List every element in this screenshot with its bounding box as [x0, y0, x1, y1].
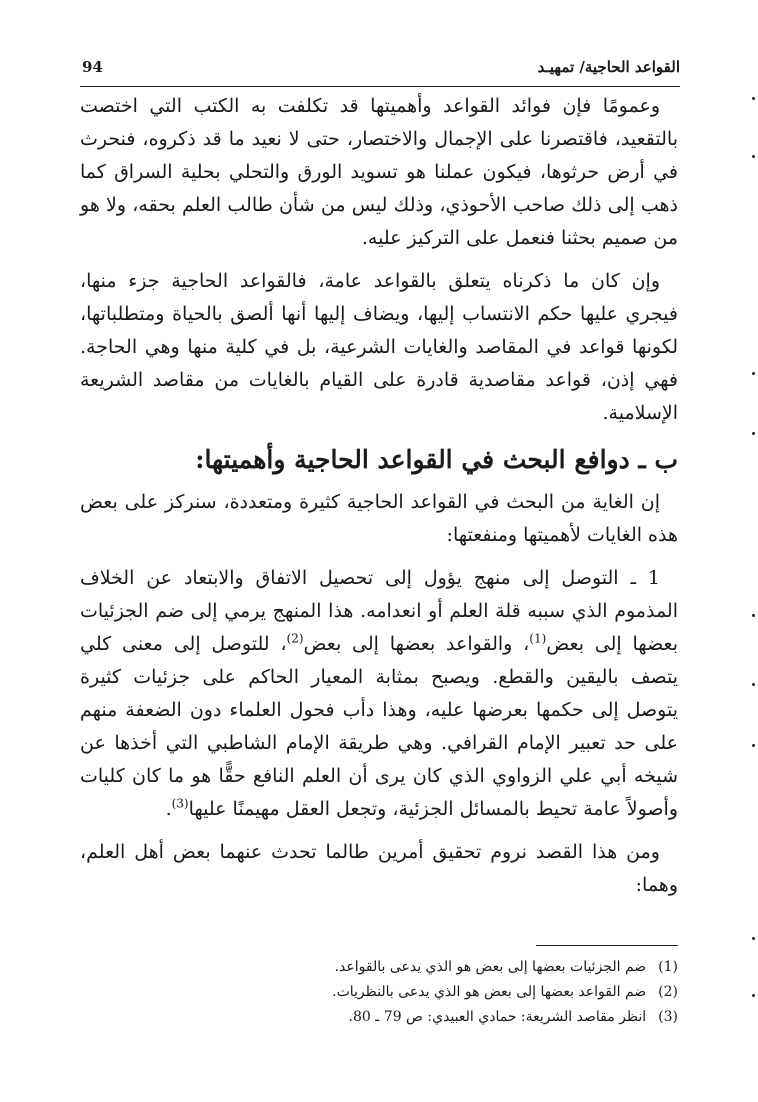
margin-dot	[752, 994, 755, 997]
header-rule	[80, 86, 680, 87]
footnote-2	[80, 980, 678, 1005]
paragraph-1: وعمومًا فإن فوائد القواعد وأهميتها قد تكلفت به الكتب التي اختصت بالتقعيد، فاقتصرنا على الإجمال والاختصار، حتى لا نعيد ما قد ذكروه، فنحرث في أرض حرثوها، فيكون عملنا هو تسويد الورق والتحلي بحلية السراق كما ذهب إلى ذلك صاحب الأحوذي، وذلك ليس من شأن طالب العلم بحقه، ولا هو من صميم بحثنا فنعمل على التركيز عليه.	[80, 95, 678, 249]
margin-dot	[752, 614, 755, 617]
paragraph-4	[80, 562, 678, 826]
paragraph-4-part-c: ، للتوصل إلى معنى كلي يتصف باليقين والقطع. ويصبح بمثابة المعيار الحاكم على جزئيات كثيرة يتوصل إلى حكمها بعرضها عليه، وهذا دأب فحول العلماء دون الضعفة منهم على حد تعبير الإمام القرافي. وهي طريقة الإمام الشاطبي التي أخذها عن شيخه أبي علي الزواوي الذي كان يرى أن العلم النافع حقًّا هو ما كان كليات وأصولاً عامة تحيط بالمسائل الجزئية، وتجعل العقل مهيمنًا عليها	[80, 633, 678, 820]
running-title: القواعد الحاجية/ تمهيـد	[537, 58, 680, 76]
page-number: 94	[82, 58, 103, 76]
paragraph-4-part-b: ، والقواعد بعضها إلى بعض	[303, 633, 530, 655]
margin-dot	[752, 937, 755, 940]
footnote-number: (3)	[658, 1009, 678, 1025]
page-body	[80, 90, 678, 902]
margin-dot	[752, 683, 755, 686]
footnote-text: انظر مقاصد الشريعة: حمادي العبيدي: ص 79 ـ 80.	[348, 1009, 647, 1025]
paragraph-3: إن الغاية من البحث في القواعد الحاجية كثيرة ومتعددة، سنركز على بعض هذه الغايات لأهميتها ومنفعتها:	[80, 491, 678, 546]
footnote-rule	[536, 945, 678, 946]
footnotes	[80, 955, 678, 1030]
footnote-number: (2)	[658, 984, 678, 1000]
note-ref-3[interactable]: (3)	[171, 796, 189, 811]
margin-dot	[752, 432, 755, 435]
footnote-number: (1)	[658, 959, 678, 975]
note-ref-2[interactable]: (2)	[286, 631, 304, 646]
margin-dot	[752, 155, 755, 158]
paragraph-4-part-d: .	[165, 798, 172, 820]
footnote-3	[80, 1005, 678, 1030]
paragraph-4-part-a: 1 ـ التوصل إلى منهج يؤول إلى تحصيل الاتفاق والابتعاد عن الخلاف المذموم الذي سببه قلة العلم أو انعدامه. هذا المنهج يرمي إلى ضم الجزئيات بعضها إلى بعض	[80, 567, 678, 655]
note-ref-1[interactable]: (1)	[529, 631, 547, 646]
margin-dot	[752, 372, 755, 375]
margin-dot	[752, 744, 755, 747]
margin-dot	[752, 97, 755, 100]
footnote-text: ضم القواعد بعضها إلى بعض هو الذي يدعى بالنظريات.	[332, 984, 647, 1000]
footnote-1	[80, 955, 678, 980]
section-heading: ب ـ دوافع البحث في القواعد الحاجية وأهميتها:	[195, 445, 678, 474]
paragraph-2: وإن كان ما ذكرناه يتعلق بالقواعد عامة، فالقواعد الحاجية جزء منها، فيجري عليها حكم الانتساب إليها، ويضاف إليها أنها ألصق بالحياة ومتطلباتها، لكونها قواعد في المقاصد والغايات الشرعية، بل في كلية منها وهي الحاجة. فهي إذن، قواعد مقاصدية قادرة على القيام بالغايات من مقاصد الشريعة الإسلامية.	[80, 270, 678, 424]
paragraph-5: ومن هذا القصد نروم تحقيق أمرين طالما تحدث عنهما بعض أهل العلم، وهما:	[80, 841, 678, 896]
footnote-text: ضم الجزئيات بعضها إلى بعض هو الذي يدعى بالقواعد.	[334, 959, 647, 975]
